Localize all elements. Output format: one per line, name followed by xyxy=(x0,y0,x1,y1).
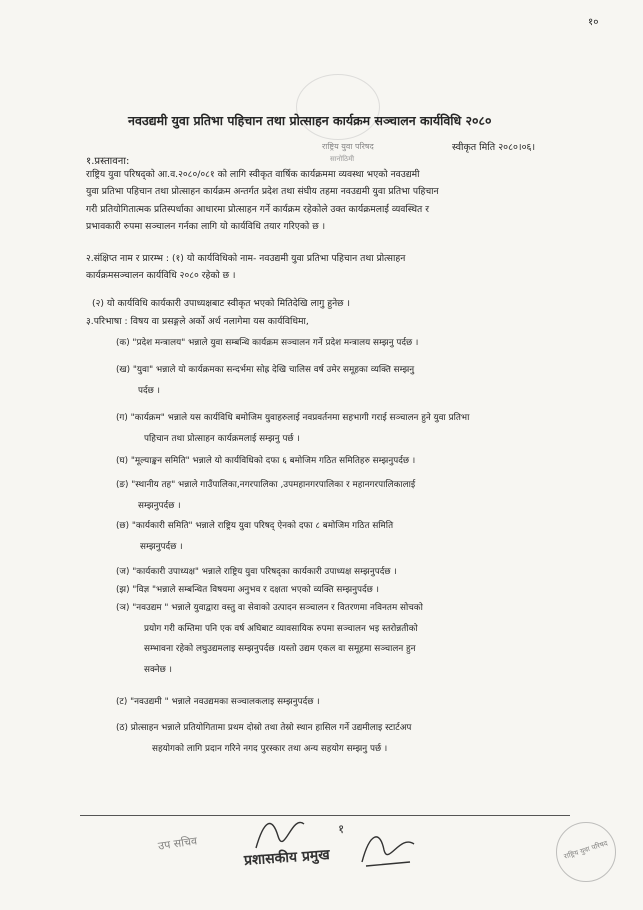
approved-date: स्वीकृत मिति २०८०।०६। xyxy=(452,142,536,153)
preamble xyxy=(86,166,439,236)
definition-ga xyxy=(116,408,469,449)
signature-deputy-secretary: उप सचिव xyxy=(157,834,198,853)
definition-line: सहयोगको लागि प्रदान गरिने नगद पुरस्कार तथा अन्य सहयोग सम्झनु पर्छ । xyxy=(152,743,388,754)
definition-line: (ग) "कार्यक्रम" भन्नाले यस कार्यविधि बमोजिम युवाहरुलाई नवप्रवर्तनमा सहभागी गराई सञ्चालन हुने युवा प्रतिभा xyxy=(116,413,470,423)
definition-line: (झ) "विज्ञ "भन्नाले सम्बन्धित विषयमा अनुभव र दक्षता भएको व्यक्ति सम्झनुपर्दछ । xyxy=(116,585,379,595)
definition-line: सक्नेछ । xyxy=(144,664,172,675)
definition-line: (ञ) "नवउद्यम " भन्नाले युवाद्वारा वस्तु वा सेवाको उत्पादन सञ्चालन र वितरणमा नविनतम सोचको xyxy=(116,603,423,613)
document-title: नवउद्यमी युवा प्रतिभा पहिचान तथा प्रोत्साहन कार्यक्रम सञ्चालन कार्यविधि २०८० xyxy=(128,113,492,128)
definition-chha xyxy=(116,516,393,557)
definition-line: (ठ) प्रोत्साहन भन्नाले प्रतियोगितामा प्रथम दोस्रो तथा तेस्रो स्थान हासिल गर्ने उद्यमीलाइ स्टार्टअप xyxy=(116,723,412,733)
definition-line: सम्झनुपर्दछ । xyxy=(140,541,183,552)
preamble-line: प्रभावकारी रुपमा सञ्चालन गर्नका लागि यो कार्यविधि तयार गरिएको छ । xyxy=(86,221,326,233)
definition-line: (ज) "कार्यकारी उपाध्यक्ष" भन्नाले राष्ट्रिय युवा परिषद्का कार्यकारी उपाध्यक्ष सम्झनुपर्दछ । xyxy=(116,567,397,577)
signature-divider xyxy=(80,815,570,816)
definition-gha xyxy=(116,451,415,472)
seal-stamp-top xyxy=(296,74,380,140)
definition-ta xyxy=(116,692,320,713)
definition-nga xyxy=(116,475,415,516)
signature-admin-chief: प्रशासकीय प्रमुख xyxy=(243,847,331,869)
stamp-text-2: सानोठिमी xyxy=(330,155,355,163)
definition-nya xyxy=(116,598,423,680)
page-number: १० xyxy=(588,17,599,28)
definition-line: (ङ) "स्थानीय तह" भन्नाले गाउँपालिका,नगरपालिका ,उपमहानगरपालिका र महानगरपालिकालाई xyxy=(116,480,416,490)
definition-tha xyxy=(116,718,411,759)
preamble-line: युवा प्रतिभा पहिचान तथा प्रोत्साहन कार्यक्रम अन्तर्गत प्रदेश तथा संघीय तहमा नवउद्यमी युवा प्रतिभा पहिचान xyxy=(86,186,439,198)
section2-sub: (२) यो कार्यविधि कार्यकारी उपाध्यक्षबाट स्वीकृत भएको मितिदेखि लागु हुनेछ । xyxy=(92,298,351,309)
section3-heading: ३.परिभाषा : विषय वा प्रसङ्गले अर्को अर्थ नलागेमा यस कार्यविधिमा, xyxy=(86,316,309,327)
definition-line: (क) "प्रदेश मन्त्रालय" भन्नाले युवा सम्बन्धि कार्यक्रम सञ्चालन गर्ने प्रदेश मन्त्रालय सम्झनु पर्दछ । xyxy=(116,338,419,348)
section1-heading: १.प्रस्तावना: xyxy=(86,156,130,167)
signature-admin-chief-mark: १ xyxy=(338,822,345,836)
stamp-bottom-text: राष्ट्रिय युवा परिषद xyxy=(563,839,609,861)
preamble-line: राष्ट्रिय युवा परिषद्को आ.व.२०८०/०८१ को लागि स्वीकृत वार्षिक कार्यक्रममा व्यवस्था भएको नवउद्यमी xyxy=(86,169,420,180)
definition-kha xyxy=(116,360,414,401)
stamp-text-1: राष्ट्रिय युवा परिषद xyxy=(322,142,374,151)
definition-line: (छ) "कार्यकारी समिति" भन्नाले राष्ट्रिय युवा परिषद् ऐनको दफा ८ बमोजिम गठित समिति xyxy=(116,521,394,531)
definition-line: (घ) "मूल्याङ्कन समिति" भन्नाले यो कार्यविधिको दफा ६ बमोजिम गठित समितिहरु सम्झनुपर्दछ । xyxy=(116,456,416,466)
definition-line: पर्दछ । xyxy=(138,385,160,396)
definition-line: प्रयोग गरी कम्तिमा पनि एक वर्ष अघिबाट व्यावसायिक रुपमा सञ्चालन भइ स्तरोन्नतीको xyxy=(144,623,418,634)
preamble-line: गरी प्रतियोगितात्मक प्रतिस्पर्धाका आधारमा प्रोत्साहन गर्ने कार्यक्रम रहेकोले उक्त कार्यक्रमलाई व्यवस्थित र xyxy=(86,203,429,215)
definition-ka xyxy=(116,333,418,354)
signature-scribble-2 xyxy=(356,826,420,872)
definition-line: सम्झनुपर्दछ । xyxy=(138,500,181,511)
section2 xyxy=(86,250,405,285)
definition-line: सम्भावना रहेको लघुउद्यमलाइ सम्झनुपर्दछ ।यस्तो उद्यम एकल वा समूहमा सञ्चालन हुन xyxy=(144,644,416,654)
definition-line: (ख) "युवा" भन्नाले यो कार्यक्रमका सन्दर्भमा सोह्र देखि चालिस वर्ष उमेर समूहका व्यक्ति सम्झनु xyxy=(116,365,415,375)
definition-line: (ट) "नवउद्यमी " भन्नाले नवउद्यमका सञ्चालकलाइ सम्झनुपर्दछ । xyxy=(116,697,320,707)
section2-line: २.संक्षिप्त नाम र प्रारम्भ : (१) यो कार्यविधिको नाम- नवउद्यमी युवा प्रतिभा पहिचान तथा प्रोत्साहन xyxy=(86,253,406,264)
definition-line: पहिचान तथा प्रोत्साहन कार्यक्रमलाई सम्झनु पर्छ । xyxy=(144,433,300,444)
section2-line: कार्यक्रमसञ्चालन कार्यविधि २०८० रहेको छ । xyxy=(86,270,236,282)
